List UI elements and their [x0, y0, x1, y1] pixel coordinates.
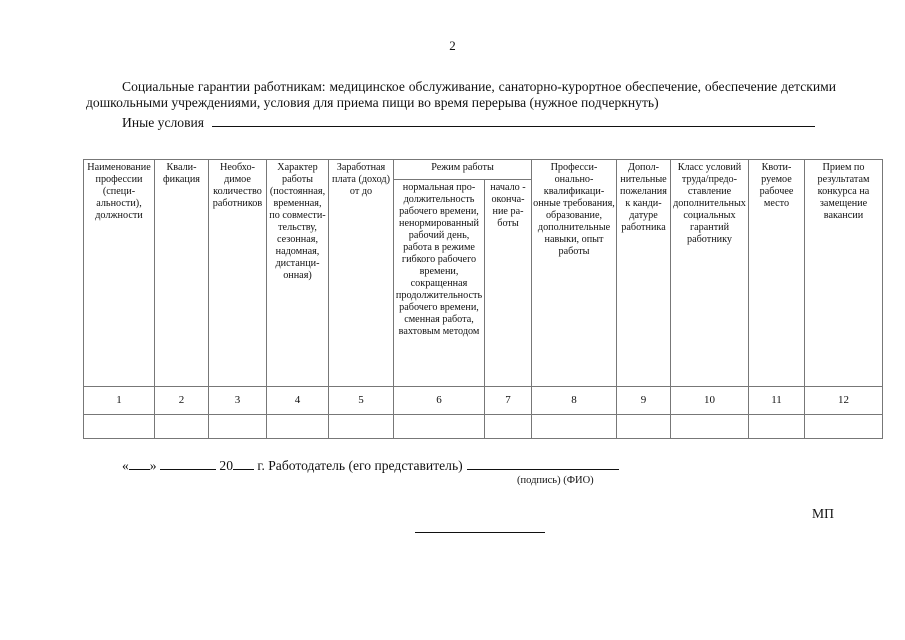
header-work-type: Характер работы (постоянная, временная, по совместительству, сезонная, надомная, дистанционная) — [267, 160, 329, 387]
column-number: 2 — [155, 386, 209, 414]
table-cell[interactable] — [209, 414, 267, 438]
table-cell[interactable] — [84, 414, 155, 438]
column-number: 9 — [617, 386, 671, 414]
column-number: 12 — [805, 386, 883, 414]
employer-label: г. Работодатель (его представитель) — [257, 458, 463, 473]
other-conditions-label: Иные условия — [122, 115, 205, 130]
column-number: 11 — [749, 386, 805, 414]
signature-hint: (подпись) (ФИО) — [517, 475, 594, 486]
vacancy-table — [83, 159, 883, 439]
header-work-mode: Режим работы — [394, 160, 532, 180]
column-number: 3 — [209, 386, 267, 414]
table-cell[interactable] — [749, 414, 805, 438]
column-number: 1 — [84, 386, 155, 414]
day-field[interactable] — [129, 458, 150, 470]
header-competition: Прием по результатам конкурса на замещение вакансии — [805, 160, 883, 387]
signature-field[interactable] — [467, 458, 619, 470]
header-conditions-class: Класс условий труда/предоставление дополнительных социальных гарантий работнику — [671, 160, 749, 387]
header-work-mode-schedule: нормальная продолжительность рабочего времени, ненормированный рабочий день, работа в режиме гибкого рабочего времени, сокращенная продолжительность рабочего времени, сменная работа, вахтовым методом — [394, 180, 485, 387]
header-wishes: Дополнительные пожелания к кандидатуре работника — [617, 160, 671, 387]
social-guarantees-paragraph: Социальные гарантии работникам: медицинское обслуживание, санаторно-курортное обеспечение, обеспечение детскими дошкольными учреждениями, условия для приема пищи во время перерыва (нужное подчеркнуть) — [86, 79, 836, 110]
date-quote-open: « — [122, 458, 129, 473]
month-field[interactable] — [160, 458, 216, 470]
table-cell[interactable] — [485, 414, 532, 438]
header-salary: Заработная плата (доход) от до — [329, 160, 394, 387]
header-workers-count: Необходимое количество работников — [209, 160, 267, 387]
header-quota: Квотируемое рабочее место — [749, 160, 805, 387]
table-cell[interactable] — [805, 414, 883, 438]
header-work-mode-hours: начало - окончание работы — [485, 180, 532, 387]
column-number: 8 — [532, 386, 617, 414]
stamp-place: МП — [812, 506, 834, 521]
date-quote-close: » — [149, 458, 157, 473]
year-field[interactable] — [233, 458, 254, 470]
table-cell[interactable] — [617, 414, 671, 438]
table-cell[interactable] — [671, 414, 749, 438]
column-number: 4 — [267, 386, 329, 414]
header-qualification: Квалификация — [155, 160, 209, 387]
stamp-line — [415, 532, 545, 533]
table-cell[interactable] — [155, 414, 209, 438]
header-requirements: Профессионально-квалификационные требования, образование, дополнительные навыки, опыт работы — [532, 160, 617, 387]
column-number: 7 — [485, 386, 532, 414]
column-number: 10 — [671, 386, 749, 414]
table-cell[interactable] — [329, 414, 394, 438]
column-number: 6 — [394, 386, 485, 414]
page-number: 2 — [449, 38, 456, 53]
table-cell[interactable] — [267, 414, 329, 438]
year-prefix: 20 — [219, 458, 233, 473]
other-conditions-line[interactable] — [212, 113, 815, 127]
header-profession: Наименование профессии (специальности), должности — [84, 160, 155, 387]
table-cell[interactable] — [532, 414, 617, 438]
table-cell[interactable] — [394, 414, 485, 438]
column-number: 5 — [329, 386, 394, 414]
other-conditions-row — [122, 113, 815, 131]
signature-row — [122, 458, 619, 474]
